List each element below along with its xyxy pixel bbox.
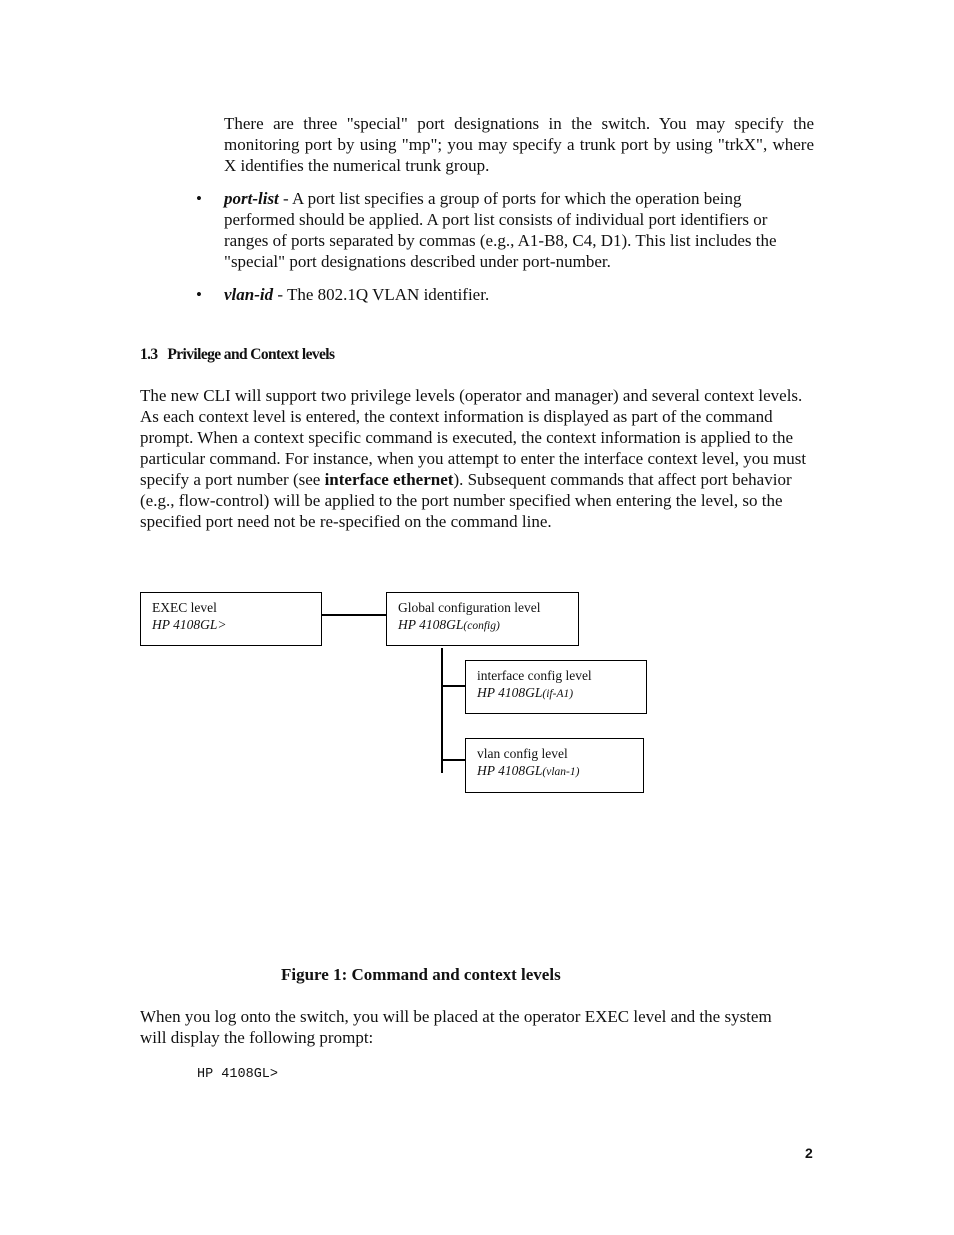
interface-config-box [465, 660, 647, 714]
intro-paragraph: There are three "special" port designations in the switch. You may specify the monitoring port by using "mp"; you may specify a trunk port by using "trkX", where X identifies the numerical trunk group. [224, 114, 814, 175]
connector-line [443, 685, 465, 687]
section-title: Privilege and Context levels [167, 346, 335, 363]
box-prompt: HP 4108GL> [152, 617, 227, 632]
closing-paragraph: When you log onto the switch, you will be placed at the operator EXEC level and the system will display the following prompt: [140, 1007, 772, 1047]
figure-caption: Figure 1: Command and context levels [281, 965, 561, 984]
global-config-box [386, 592, 579, 646]
bullet-term: port-list [224, 189, 279, 208]
bullet-text: - The 802.1Q VLAN identifier. [273, 285, 490, 304]
section-number: 1.3 [140, 346, 158, 363]
box-label: vlan config level [477, 746, 568, 761]
box-prompt: HP 4108GL(if-A1) [477, 685, 574, 700]
box-label: Global configuration level [398, 600, 541, 615]
bullet-dot: • [196, 285, 202, 304]
connector-line [443, 759, 465, 761]
body-text: The new CLI will support two privilege levels (operator and manager) and several context levels. As each context level is entered, the context information is displayed as part of the command prompt. When a context specific command is executed, the context information is applied to the particular command. For instance, when you attempt to enter the interface context level, you must specify a port number (see [140, 386, 807, 489]
bullet-text: - A port list specifies a group of ports for which the operation being performed should be applied. A port list consists of individual port identifiers or ranges of ports separated by commas (e.g., A1-B8, C4, D1). This list includes the "special" port designations described under port-number. [224, 189, 777, 271]
bullet-port-list [224, 188, 814, 272]
bullet-vlan-id [224, 284, 814, 305]
vlan-config-box [465, 738, 644, 793]
body-paragraph [140, 385, 815, 532]
box-label: EXEC level [152, 600, 217, 615]
page-number: 2 [805, 1145, 813, 1161]
section-heading [140, 346, 334, 364]
box-prompt: HP 4108GL(vlan-1) [477, 763, 580, 778]
exec-level-box [140, 592, 322, 646]
box-prompt: HP 4108GL(config) [398, 617, 500, 632]
box-label: interface config level [477, 668, 592, 683]
prompt-example: HP 4108GL> [197, 1067, 279, 1082]
body-text: ). Subsequent commands that affect port behavior (e.g., flow-control) will be applied to the port number specified when entering the level, so the specified port need not be re-specified on the command line. [140, 470, 792, 531]
bullet-dot: • [196, 189, 202, 208]
bullet-term: vlan-id [224, 285, 274, 304]
bold-reference: interface ethernet [324, 470, 454, 489]
connector-line [441, 648, 443, 773]
connector-line [322, 614, 386, 616]
